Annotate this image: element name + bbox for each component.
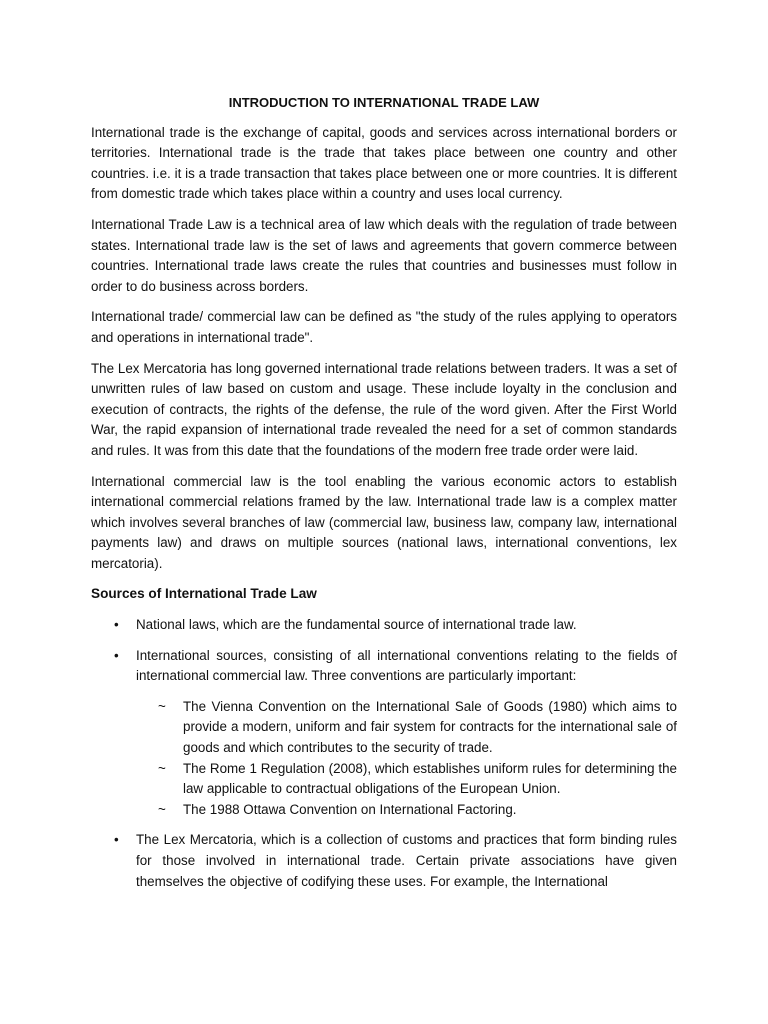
tilde-icon: ~ (158, 801, 166, 817)
bullet-icon: • (114, 617, 119, 633)
convention-item (158, 759, 677, 800)
bullet-icon: • (114, 647, 119, 663)
document-title: INTRODUCTION TO INTERNATIONAL TRADE LAW (228, 95, 540, 110)
paragraph-commercial-law-tool: International commercial law is the tool enabling the various economic actors to establish international commercial relations framed by the law. International trade law is a complex matter which involves several branches of law (commercial law, business law, company law, international payments law) and draws on multiple sources (national laws, international conventions, lex mercatoria). (91, 473, 677, 571)
paragraph-lex-mercatoria: The Lex Mercatoria has long governed international trade relations between traders. It was a set of unwritten rules of law based on custom and usage. These include loyalty in the conclusion and execution of contracts, the rights of the defense, the rule of the word given. After the First World War, the rapid expansion of international trade revealed the need for a set of common standards and rules. It was from this date that the foundations of the modern free trade order were laid. (91, 360, 677, 458)
sources-list-continued (91, 830, 677, 892)
convention-text: The Vienna Convention on the International Sale of Goods (1980) which aims to provide a modern, uniform and fair system for contracts for the international sale of goods and which contributes to the security of trade. (183, 698, 677, 756)
convention-item (158, 697, 677, 759)
conventions-list (91, 697, 677, 821)
bullet-icon: • (114, 832, 119, 848)
sources-list (91, 615, 677, 687)
paragraph-definition-trade: International trade is the exchange of capital, goods and services across international borders or territories. International trade is the trade that takes place between one country and other countries. i.e. it is a trade transaction that takes place between one or more countries. It is different from domestic trade which takes place within a country and uses local currency. (91, 124, 677, 202)
paragraph-trade-law: International Trade Law is a technical area of law which deals with the regulation of trade between states. International trade law is the set of laws and agreements that govern commerce between countries. International trade laws create the rules that countries and businesses must follow in order to do business across borders. (91, 216, 677, 294)
convention-text: The Rome 1 Regulation (2008), which establishes uniform rules for determining the law applicable to contractual obligations of the European Union. (183, 760, 677, 797)
list-item (91, 615, 677, 636)
convention-item (158, 800, 677, 821)
tilde-icon: ~ (158, 698, 166, 714)
list-item-text: National laws, which are the fundamental source of international trade law. (136, 617, 577, 633)
sources-heading: Sources of International Trade Law (91, 586, 317, 602)
list-item (91, 646, 677, 687)
document-page (91, 93, 677, 902)
paragraph-commercial-law-definition: International trade/ commercial law can be defined as "the study of the rules applying to operators and operations in international trade". (91, 309, 677, 345)
list-item (91, 830, 677, 892)
tilde-icon: ~ (158, 760, 166, 776)
list-item-text: International sources, consisting of all international conventions relating to the fields of international commercial law. Three conventions are particularly important: (136, 647, 677, 684)
list-item-text: The Lex Mercatoria, which is a collection of customs and practices that form binding rules for those involved in international trade. Certain private associations have given themselves the objective of codifying these uses. For example, the International (136, 832, 677, 889)
convention-text: The 1988 Ottawa Convention on International Factoring. (183, 801, 517, 817)
